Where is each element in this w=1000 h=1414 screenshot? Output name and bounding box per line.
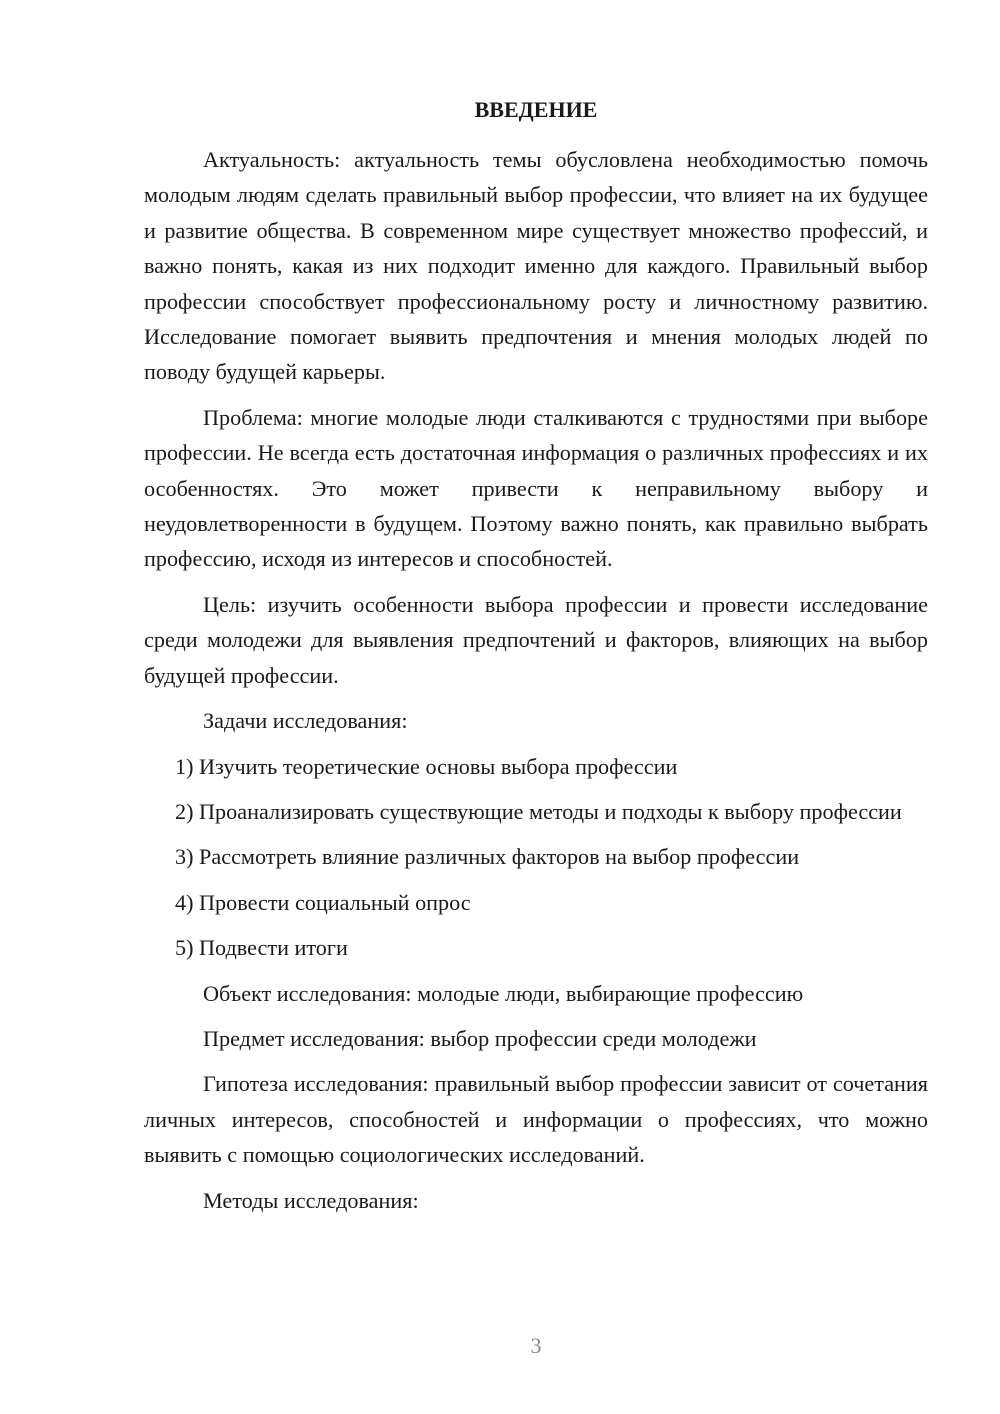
paragraph-object: Объект исследования: молодые люди, выбирающие профессию xyxy=(203,980,804,1006)
page-number: 3 xyxy=(530,1333,542,1358)
document-body xyxy=(144,142,928,1228)
methods-heading: Методы исследования: xyxy=(203,1187,419,1213)
paragraph-subject: Предмет исследования: выбор профессии среди молодежи xyxy=(203,1025,757,1051)
task-item-5: 5) Подвести итоги xyxy=(175,935,348,961)
paragraph-goal: Цель: изучить особенности выбора профессии и провести исследование среди молодежи для выявления предпочтений и факторов, влияющих на выбор будущей профессии. xyxy=(144,591,928,688)
paragraph-hypothesis: Гипотеза исследования: правильный выбор профессии зависит от сочетания личных интересов, способностей и информации о профессиях, что можно выявить с помощью социологических исследований. xyxy=(144,1071,928,1168)
task-item-1: 1) Изучить теоретические основы выбора профессии xyxy=(175,753,678,779)
task-item-4: 4) Провести социальный опрос xyxy=(175,889,471,915)
task-item-3: 3) Рассмотреть влияние различных факторов на выбор профессии xyxy=(175,844,800,870)
paragraph-problem: Проблема: многие молодые люди сталкиваются с трудностями при выборе профессии. Не всегда есть достаточная информация о различных профессиях и их особенностях. Это может привести к неправильному выбору и неудовлетворенности в будущем. Поэтому важно понять, как правильно выбрать профессию, исходя из интересов и способностей. xyxy=(144,404,928,572)
paragraph-relevance: Актуальность: актуальность темы обусловлена необходимостью помочь молодым людям сделать правильный выбор профессии, что влияет на их будущее и развитие общества. В современном мире существует множество профессий, и важно понять, какая из них подходит именно для каждого. Правильный выбор профессии способствует профессиональному росту и личностному развитию. Исследование помогает выявить предпочтения и мнения молодых людей по поводу будущей карьеры. xyxy=(144,147,928,385)
tasks-heading: Задачи исследования: xyxy=(203,708,408,734)
task-item-2: 2) Проанализировать существующие методы и подходы к выбору профессии xyxy=(175,798,902,824)
page-title: ВВЕДЕНИЕ xyxy=(474,97,598,122)
